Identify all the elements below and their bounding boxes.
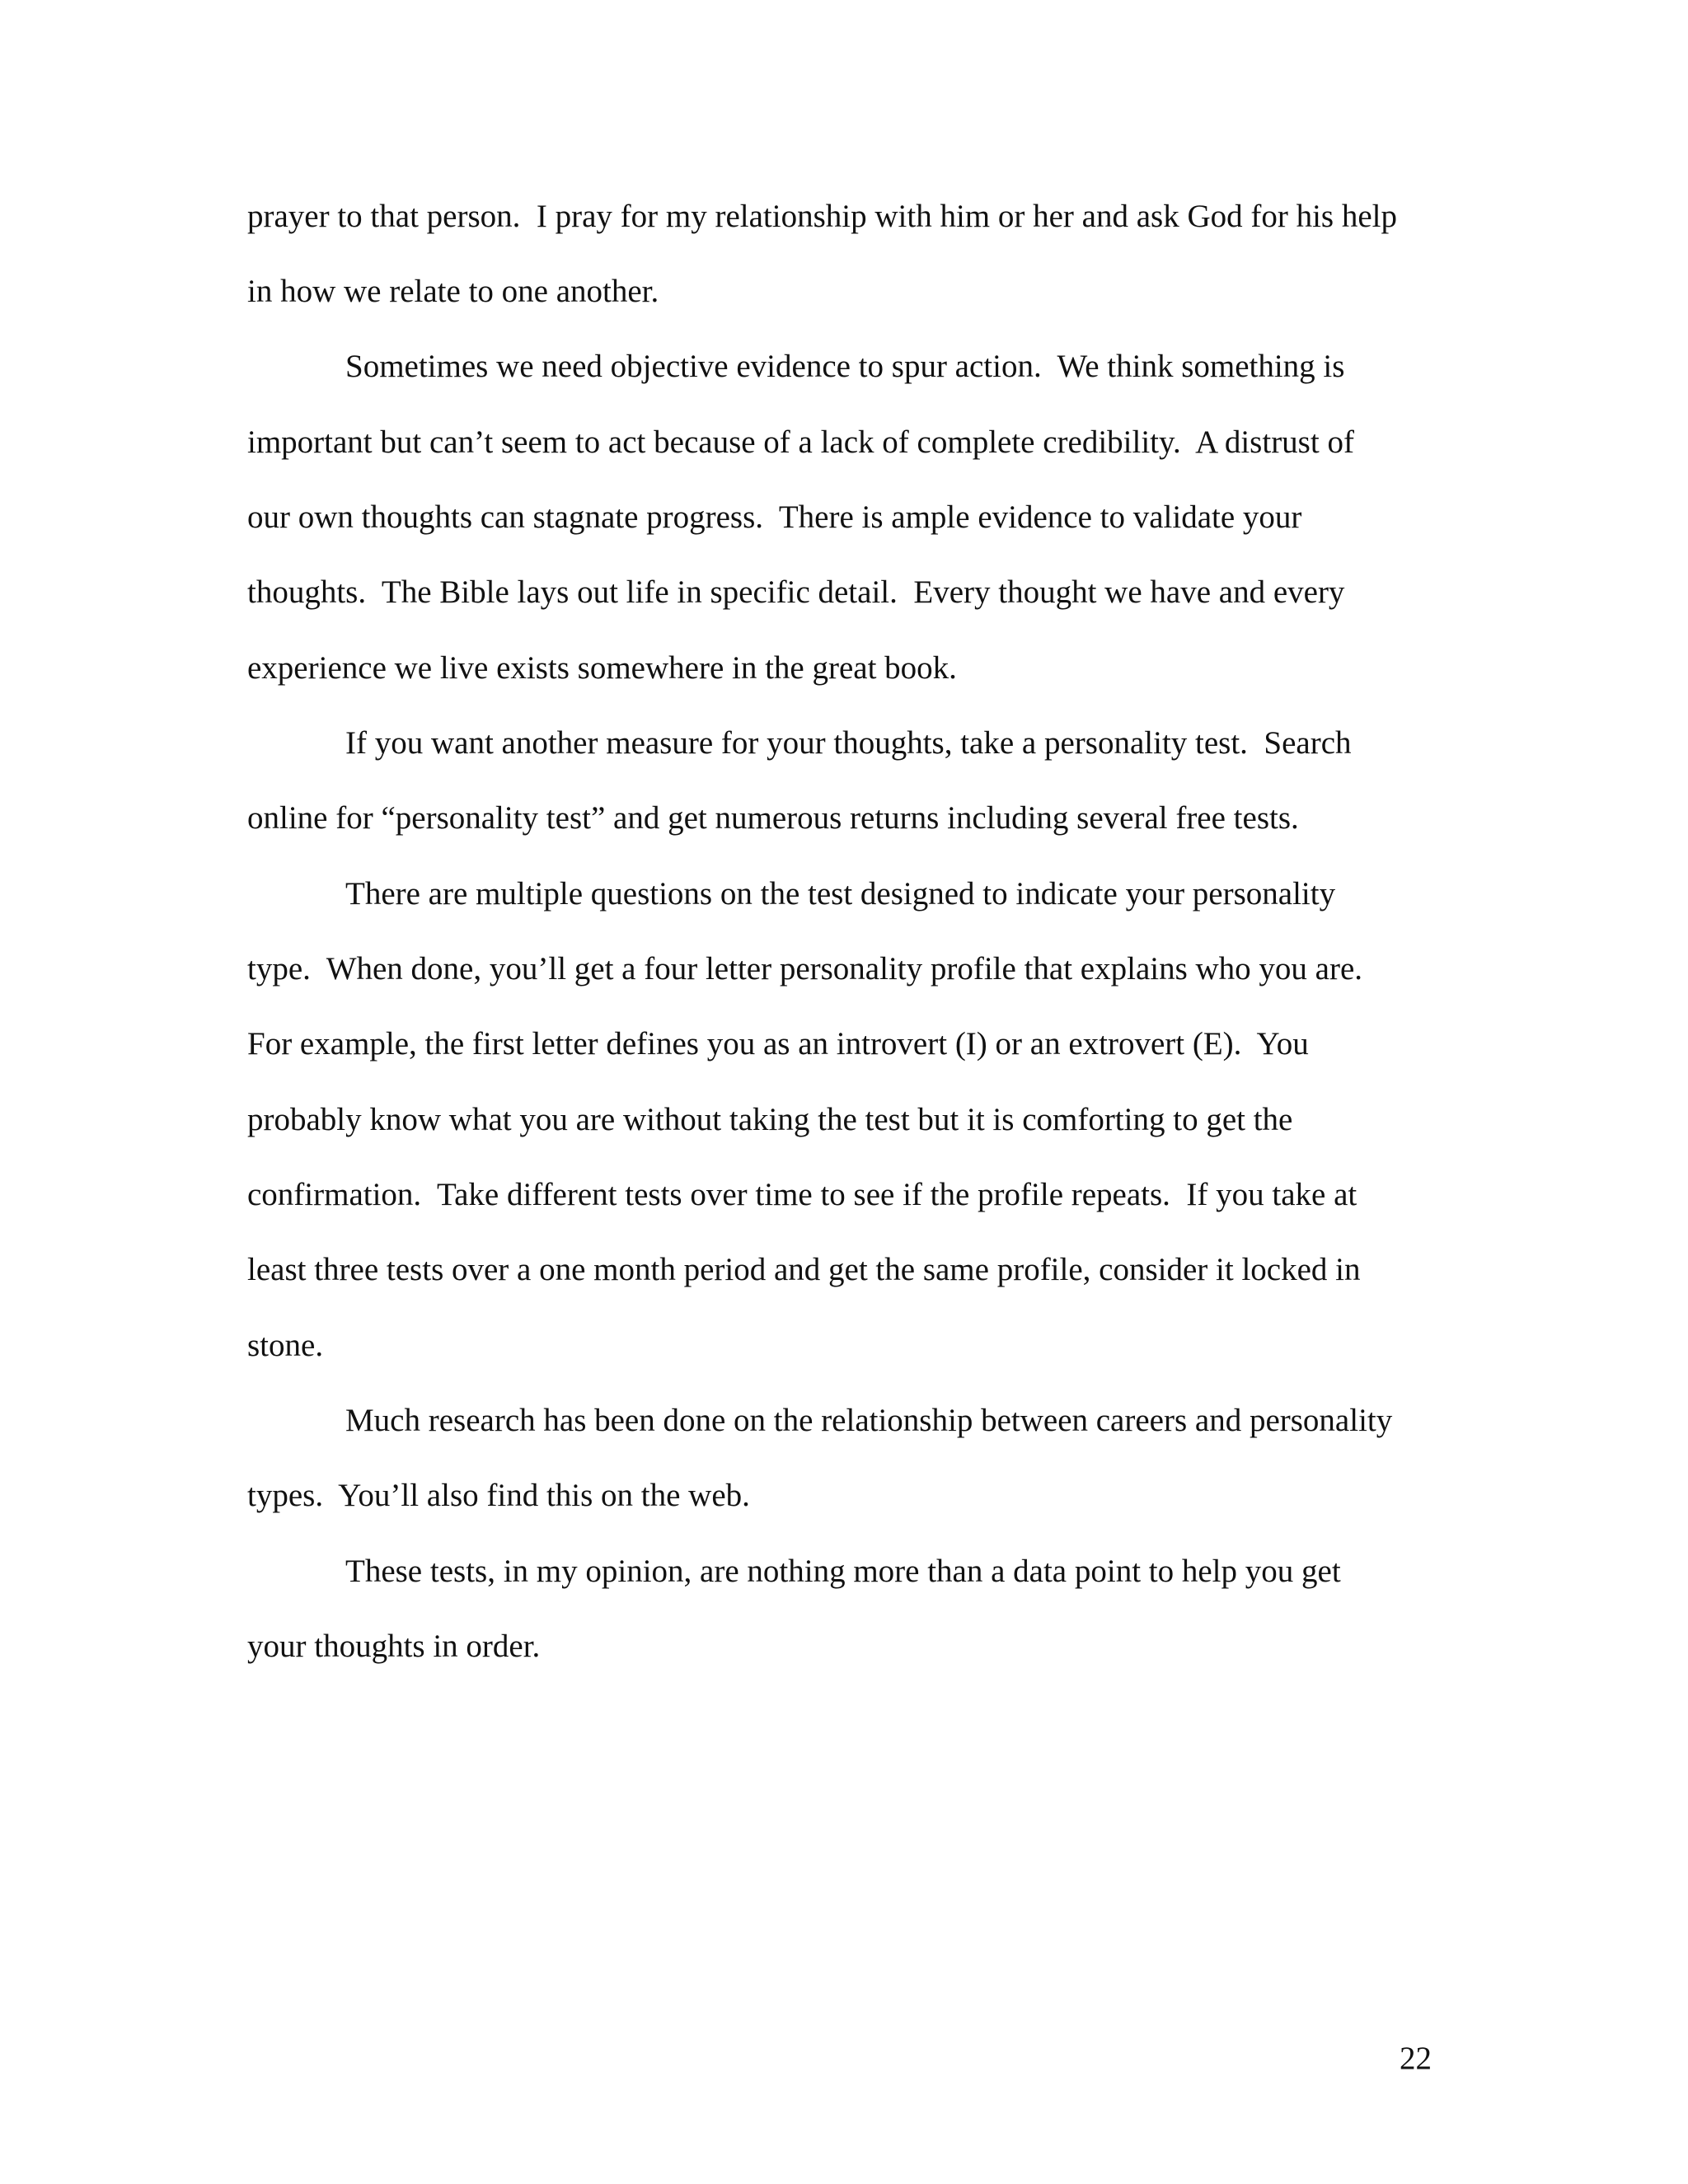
text-line: in how we relate to one another. bbox=[247, 274, 659, 309]
text-line: online for “personality test” and get numerous returns including several free tests. bbox=[247, 800, 1299, 836]
text-line: For example, the first letter defines you as an introvert (I) or an extrovert (E). You bbox=[247, 1026, 1309, 1062]
text-line: Much research has been done on the relationship between careers and personality bbox=[345, 1403, 1393, 1438]
text-line: stone. bbox=[247, 1328, 324, 1363]
text-line: our own thoughts can stagnate progress. There is ample evidence to validate your bbox=[247, 499, 1302, 535]
text-line: These tests, in my opinion, are nothing more than a data point to help you get bbox=[345, 1554, 1341, 1589]
text-line: prayer to that person. I pray for my relationship with him or her and ask God for his help bbox=[247, 199, 1397, 234]
text-line: types. You’ll also find this on the web. bbox=[247, 1478, 750, 1513]
text-line: important but can’t seem to act because of a lack of complete credibility. A distrust of bbox=[247, 424, 1354, 460]
text-line: confirmation. Take different tests over time to see if the profile repeats. If you take at bbox=[247, 1177, 1357, 1212]
text-line: experience we live exists somewhere in the great book. bbox=[247, 650, 957, 686]
page-number: 22 bbox=[1400, 2041, 1432, 2076]
text-line: probably know what you are without taking the test but it is comforting to get the bbox=[247, 1102, 1293, 1137]
text-line: If you want another measure for your thoughts, take a personality test. Search bbox=[345, 725, 1352, 761]
text-line: There are multiple questions on the test designed to indicate your personality bbox=[345, 876, 1336, 912]
text-line: Sometimes we need objective evidence to spur action. We think something is bbox=[345, 349, 1345, 384]
text-line: type. When done, you’ll get a four letter personality profile that explains who you are. bbox=[247, 951, 1363, 987]
text-line: your thoughts in order. bbox=[247, 1629, 541, 1664]
text-line: thoughts. The Bible lays out life in specific detail. Every thought we have and every bbox=[247, 574, 1345, 610]
text-line: least three tests over a one month period and get the same profile, consider it locked in bbox=[247, 1252, 1361, 1287]
